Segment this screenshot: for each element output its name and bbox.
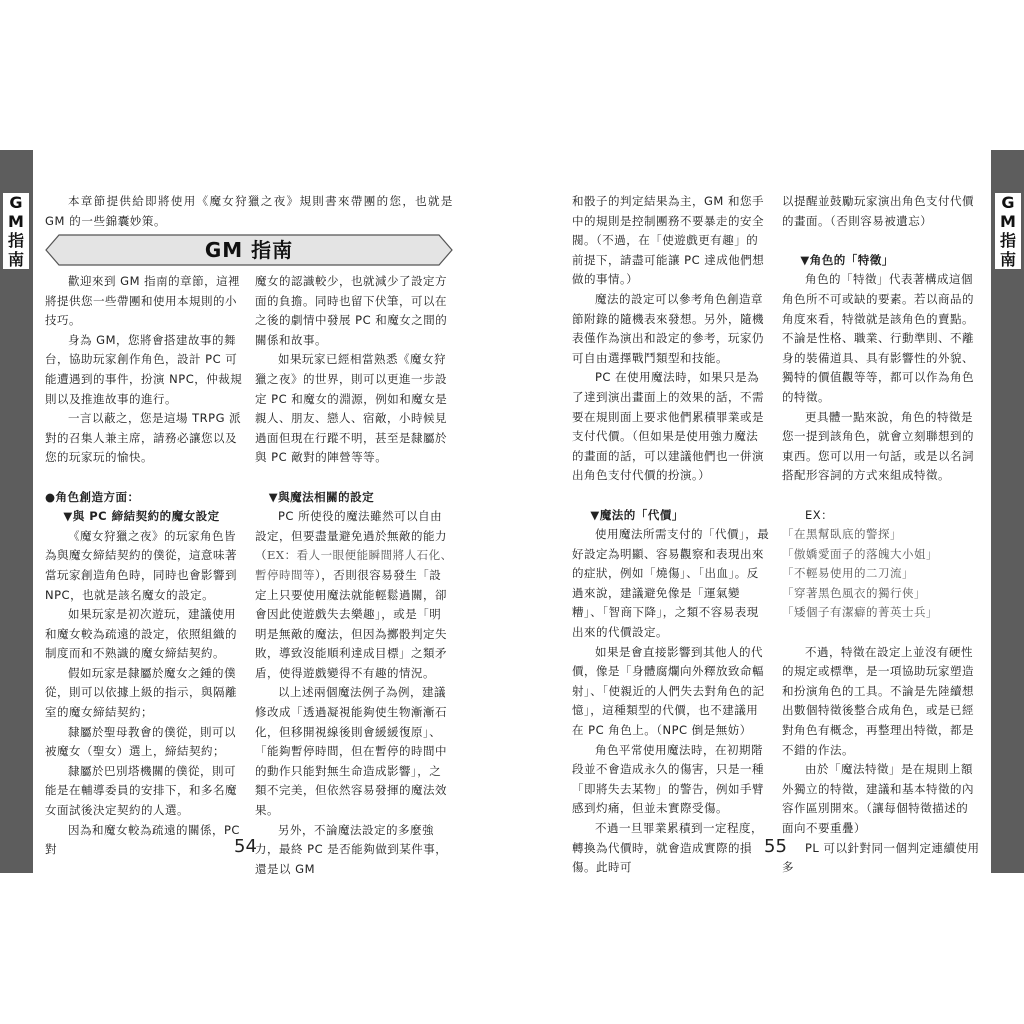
example-item: 「在黑幫臥底的警探」 — [782, 527, 902, 542]
paragraph: 因為和魔女較為疏遠的關係，PC 對 — [45, 822, 240, 857]
paragraph: 身為 GM，您將會搭建故事的舞台，協助玩家創作角色，設計 PC 可能遭遇到的事件，扮演 NPC，仲裁規則以及推進故事的進行。 — [45, 332, 243, 406]
column-4 — [782, 192, 980, 878]
paragraph: 由於「魔法特徵」是在規則上額外獨立的特徵，建議和基本特徵的內容作區別開來。（讓每個特徵描述的面向不要重疊） — [782, 762, 974, 835]
example-label: EX： — [805, 507, 834, 522]
tab-char: G — [9, 193, 23, 212]
paragraph: 魔女的認識較少，也就減少了設定方面的負擔。同時也留下伏筆，可以在之後的劇情中發展 PC 和魔女之間的關係和故事。 — [255, 274, 448, 347]
example-item: 「傲嬌愛面子的落魄大小姐」 — [782, 546, 938, 561]
paragraph: 魔法的設定可以參考角色創造章節附錄的隨機表來發想。另外，隨機表僅作為演出和設定的參考，玩家仍可自由選擇戰鬥類型和技能。 — [572, 291, 764, 365]
paragraph: 更具體一點來說，角色的特徵是您一提到該角色，就會立刻聯想到的東西。您可以用一句話，或是以名詞搭配形容詞的方式來組成特徵。 — [782, 409, 974, 483]
subsection-heading: ▼角色的「特徵」 — [800, 252, 894, 267]
paragraph: 如果玩家已經相當熟悉《魔女狩獵之夜》的世界，則可以更進一步設定 PC 和魔女的淵源，例如和魔女是親人、朋友、戀人、宿敵，小時候見過面但現在行蹤不明，甚至是隸屬於與 PC 敵對的陣營等等。 — [255, 352, 448, 465]
text-span: ），否則很容易發生「設定上只要使用魔法就能輕鬆過關，卻會因此使遊戲失去樂趣」，或是「明明是無敵的魔法，但因為擲骰判定失敗，導致沒能順利達成目標」之類矛盾，使得遊戲變得不有趣的情況。 — [255, 567, 447, 680]
paragraph: 和骰子的判定結果為主，GM 和您手中的規則是控制團務不要暴走的安全閥。（不過，在「使遊戲更有趣」的前提下，請盡可能讓 PC 達成他們想做的事情。） — [572, 194, 765, 287]
subsection-heading: ▼與 PC 締結契約的魔女設定 — [63, 509, 220, 524]
paragraph: 隸屬於巴別塔機關的僕從，則可能是在輔導委員的安排下，和多名魔女面試後決定契約的人選。 — [45, 763, 237, 818]
tab-char: 南 — [7, 250, 24, 269]
chapter-banner — [45, 234, 453, 266]
paragraph: 如果玩家是初次遊玩，建議使用和魔女較為疏遠的設定，依照組織的制度而和不熟識的魔女締結契約。 — [45, 607, 237, 661]
page-number-left: 54 — [234, 836, 257, 857]
tab-char: M — [8, 212, 24, 231]
paragraph: 一言以蔽之，您是這場 TRPG 派對的召集人兼主席，請務必讓您以及您的玩家玩的愉快。 — [45, 411, 242, 465]
paragraph — [255, 507, 453, 683]
paragraph: 角色平常使用魔法時，在初期階段並不會造成永久的傷害，只是一種「即將失去某物」的警告，例如手臂感到灼痛，但並未實際受傷。 — [572, 742, 764, 816]
paragraph: 隸屬於聖母教會的僕從，則可以被魔女（聖女）選上，締結契約； — [45, 724, 236, 759]
paragraph: PL 可以針對同一個判定連續使用多 — [782, 840, 980, 875]
subsection-heading: ▼與魔法相關的設定 — [268, 489, 375, 504]
subsection-heading: ▼魔法的「代價」 — [590, 507, 684, 522]
intro-paragraph: 本章節提供給即將使用《魔女狩獵之夜》規則書來帶團的您，也就是 GM 的一些錦囊妙策。 — [45, 194, 453, 228]
page-number-right: 55 — [764, 836, 787, 857]
example-inline: EX：看人一眼便能瞬間將人石化、暫停時間等 — [255, 548, 453, 582]
example-item: 「穿著黑色風衣的獨行俠」 — [782, 585, 926, 600]
chapter-tab-label-right — [995, 193, 1021, 269]
tab-char: 指 — [7, 231, 24, 250]
tab-char: G — [1001, 193, 1015, 212]
example-item: 「矮個子有潔癖的菁英士兵」 — [782, 605, 938, 620]
column-1 — [45, 272, 243, 860]
paragraph: PC 在使用魔法時，如果只是為了達到演出畫面上的效果的話，不需要在規則面上要求他們累積罪業或是支付代價。（但如果是使用強力魔法的畫面的話，可以建議他們也一併演出角色支付代價的扮演。） — [572, 370, 764, 483]
text-span: PC 所使役的魔法雖然可以自由設定，但要盡量避免過於無敵的能力（ — [255, 509, 447, 563]
chapter-title: GM 指南 — [204, 238, 294, 262]
tab-char: M — [1000, 212, 1016, 231]
column-3 — [572, 192, 770, 878]
example-item: 「不輕易使用的二刀流」 — [782, 566, 914, 581]
paragraph: 以提醒並鼓勵玩家演出角色支付代價的畫面。（否則容易被遺忘） — [782, 194, 974, 228]
paragraph: 角色的「特徵」代表著構成這個角色所不可或缺的要素。若以商品的角度來看，特徵就是該角色的賣點。不論是性格、職業、行動準則、不離身的裝備道具、具有影響性的外貌、獨特的價值觀等等，都可以作為角色的特徵。 — [782, 272, 974, 404]
paragraph: 以上述兩個魔法例子為例，建議修改成「透過凝視能夠使生物漸漸石化，但移開視線後則會緩緩復原」、「能夠暫停時間，但在暫停的時間中的動作只能對無生命造成影響」，之類不完美，但依然容易發揮的魔法效果。 — [255, 685, 447, 818]
paragraph: 《魔女狩獵之夜》的玩家角色皆為與魔女締結契約的僕從，這意味著當玩家創造角色時，同時也會影響到 NPC，也就是該名魔女的設定。 — [45, 528, 237, 602]
tab-char: 指 — [999, 231, 1016, 250]
paragraph: 如果是會直接影響到其他人的代價，像是「身體腐爛向外釋放致命輻射」、「使親近的人們失去對角色的記憶」，這種類型的代價，也不建議用在 PC 角色上。（NPC 倒是無妨） — [572, 644, 765, 738]
tab-char: 南 — [999, 250, 1016, 269]
chapter-tab-label-left — [3, 193, 29, 269]
paragraph: 歡迎來到 GM 指南的章節，這裡將提供您一些帶團和使用本規則的小技巧。 — [45, 274, 241, 328]
section-heading: ●角色創造方面： — [45, 489, 140, 504]
paragraph: 不過一旦罪業累積到一定程度，轉換為代價時，就會造成實際的損傷。此時可 — [572, 821, 763, 875]
paragraph: 不過，特徵在設定上並沒有硬性的規定或標準，是一項協助玩家塑造和扮演角色的工具。不論是先陸續想出數個特徵後整合成角色，或是已經對角色有概念，再整理出特徵，都是不錯的作法。 — [782, 644, 974, 757]
paragraph: 另外，不論魔法設定的多麼強力，最終 PC 是否能夠做到某件事，還是以 GM — [255, 822, 448, 876]
column-2 — [255, 272, 453, 879]
paragraph: 假如玩家是隸屬於魔女之鍾的僕從，則可以依據上級的指示，與隔離室的魔女締結契約； — [45, 665, 237, 720]
paragraph: 使用魔法所需支付的「代價」，最好設定為明顯、容易觀察和表現出來的症狀，例如「燒傷」、「出血」。反過來說，建議避免像是「運氣變糟」、「智商下降」，之類不容易表現出來的代價設定。 — [572, 527, 770, 640]
